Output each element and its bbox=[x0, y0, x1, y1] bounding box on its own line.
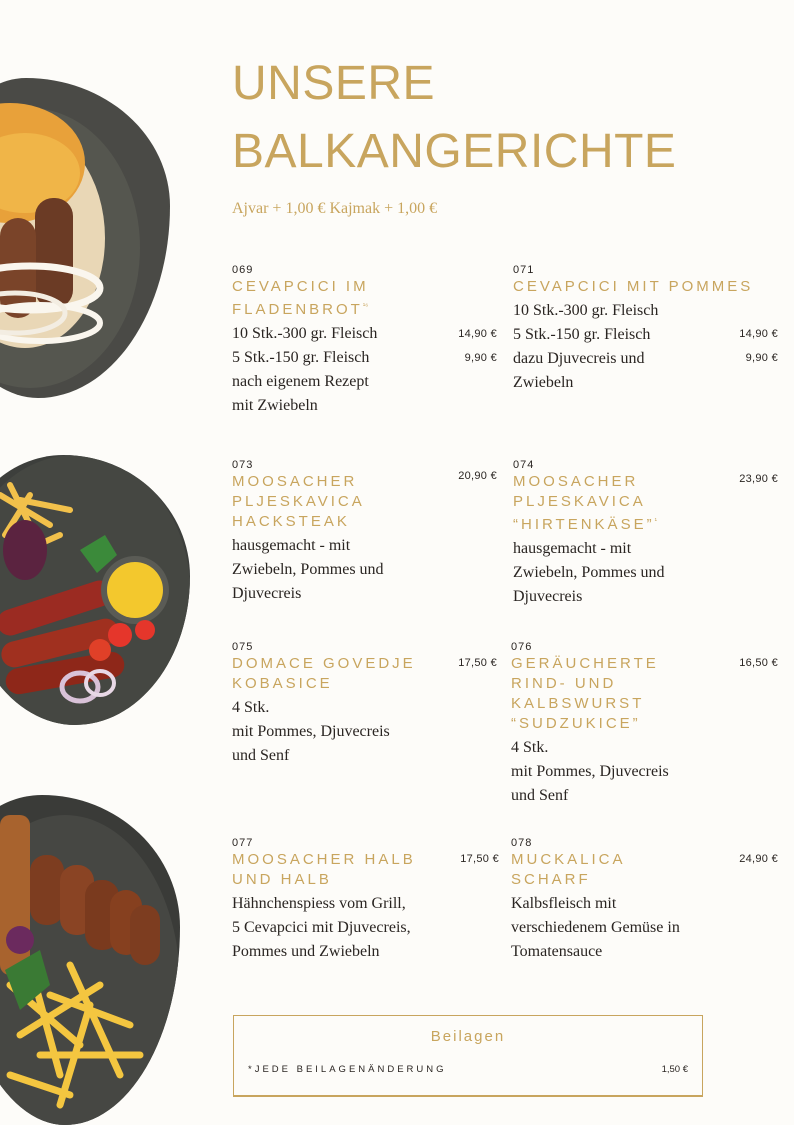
menu-item-069 bbox=[232, 264, 497, 418]
menu-item-077 bbox=[232, 837, 499, 964]
extras-note: Ajvar + 1,00 € Kajmak + 1,00 € bbox=[232, 200, 438, 217]
menu-item-073 bbox=[232, 459, 497, 606]
item-number: 074 bbox=[513, 459, 535, 471]
item-number: 077 bbox=[232, 837, 254, 849]
menu-item-076 bbox=[511, 641, 776, 808]
cevapcici-fladenbrot-photo bbox=[0, 78, 170, 398]
item-price: 23,90 € bbox=[739, 473, 778, 485]
menu-item-078 bbox=[511, 837, 776, 964]
beilagen-box bbox=[233, 1015, 703, 1097]
item-price: 24,90 € bbox=[739, 853, 778, 865]
menu-item-074 bbox=[513, 459, 778, 609]
item-name: CEVAPCICI IM $FLADENBROT^{^{16}}$ bbox=[232, 278, 369, 318]
item-name: MOOSACHER HALB UND HALB bbox=[232, 851, 416, 888]
item-footnote-mark: ¹⁶ bbox=[362, 303, 369, 310]
item-description: Kalbsfleisch mit verschiedenem Gemüse in Tomatensauce bbox=[511, 895, 680, 960]
item-number: 076 bbox=[511, 641, 533, 653]
beilagen-row-label: *JEDE BEILAGENÄNDERUNG bbox=[248, 1064, 447, 1075]
item-number: 071 bbox=[513, 264, 535, 276]
item-price-small: 9,90 € bbox=[464, 352, 497, 364]
item-number: 073 bbox=[232, 459, 254, 471]
beilagen-row-price: 1,50 € bbox=[661, 1064, 688, 1075]
item-price-small: 9,90 € bbox=[745, 352, 778, 364]
item-footnote-mark: ¹ bbox=[654, 518, 657, 525]
item-description: Hähnchenspiess vom Grill, 5 Cevapcici mit Djuvecreis, Pommes und Zwiebeln bbox=[232, 895, 411, 960]
menu-item-071 bbox=[513, 264, 778, 395]
page-title bbox=[232, 50, 676, 186]
item-description: 4 Stk. mit Pommes, Djuvecreis und Senf bbox=[511, 739, 669, 804]
title-line-2: BALKANGERICHTE bbox=[232, 125, 677, 178]
title-line-1: UNSERE bbox=[232, 57, 436, 110]
item-name: MOOSACHER PLJESKAVICA “HIRTENKÄSE”$^{^1}$ bbox=[513, 473, 657, 533]
item-description: hausgemacht - mit Zwiebeln, Pommes und Djuvecreis bbox=[232, 537, 384, 602]
item-name: MOOSACHER PLJESKAVICA HACKSTEAK bbox=[232, 473, 364, 530]
item-price: 16,50 € bbox=[739, 657, 778, 669]
pljeskavica-plate-photo bbox=[0, 455, 190, 725]
item-number: 078 bbox=[511, 837, 533, 849]
item-price: 17,50 € bbox=[458, 657, 497, 669]
item-number: 069 bbox=[232, 264, 254, 276]
item-description: 4 Stk. mit Pommes, Djuvecreis und Senf bbox=[232, 699, 390, 764]
menu-item-075 bbox=[232, 641, 497, 768]
item-name: CEVAPCICI MIT POMMES bbox=[513, 278, 754, 295]
item-price: 20,90 € bbox=[458, 470, 497, 482]
item-name: GERÄUCHERTE RIND- UND KALBSWURST “SUDZUKICE” bbox=[511, 655, 659, 732]
item-price-large: 14,90 € bbox=[739, 328, 778, 340]
item-description: 10 Stk.-300 gr. Fleisch 5 Stk.-150 gr. Fleisch dazu Djuvecreis und Zwiebeln bbox=[513, 302, 659, 391]
item-price-large: 14,90 € bbox=[458, 328, 497, 340]
beilagen-title: Beilagen bbox=[430, 1028, 506, 1045]
item-name: MUCKALICA SCHARF bbox=[511, 851, 625, 888]
item-description: 10 Stk.-300 gr. Fleisch 5 Stk.-150 gr. Fleisch nach eigenem Rezept mit Zwiebeln bbox=[232, 325, 378, 414]
item-description: hausgemacht - mit Zwiebeln, Pommes und Djuvecreis bbox=[513, 540, 665, 605]
item-number: 075 bbox=[232, 641, 254, 653]
item-name: DOMACE GOVEDJE KOBASICE bbox=[232, 655, 416, 692]
halb-und-halb-plate-photo bbox=[0, 795, 180, 1125]
item-price: 17,50 € bbox=[460, 853, 499, 865]
